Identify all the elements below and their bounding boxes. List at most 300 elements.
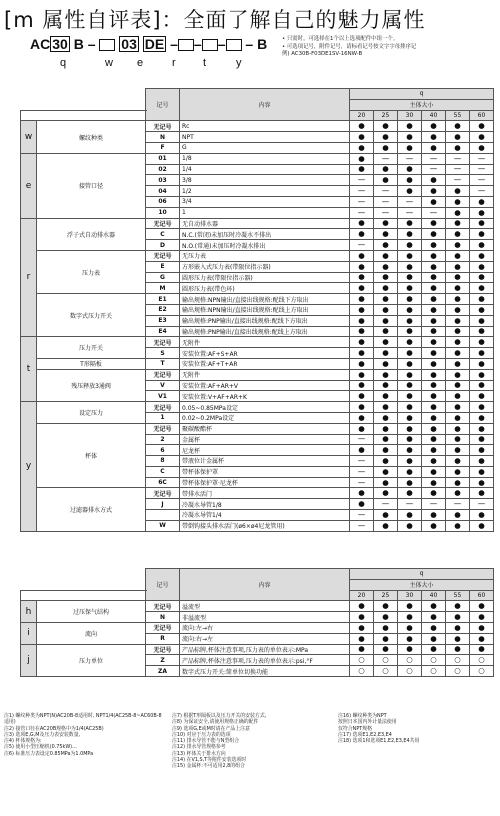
availability-mark: ● — [422, 304, 446, 315]
availability-mark: — — [470, 175, 494, 186]
availability-mark: ● — [446, 121, 470, 132]
availability-mark: ● — [470, 601, 494, 612]
availability-mark: ● — [422, 510, 446, 521]
availability-mark: ● — [398, 510, 422, 521]
option-content: 0.02~0.2MPa设定 — [180, 412, 350, 423]
availability-mark: ● — [374, 520, 398, 531]
availability-mark: ● — [422, 445, 446, 456]
availability-mark: ● — [446, 477, 470, 488]
availability-mark: ● — [398, 391, 422, 402]
availability-mark: ● — [350, 121, 374, 132]
option-code: 无记号 — [146, 402, 180, 413]
availability-mark: ● — [422, 250, 446, 261]
option-content: 溢流型 — [180, 601, 350, 612]
code-blank — [226, 39, 242, 51]
availability-mark: ● — [446, 445, 470, 456]
availability-mark: ● — [350, 380, 374, 391]
availability-mark: ● — [422, 175, 446, 186]
option-code: Z — [146, 655, 180, 666]
availability-mark: — — [398, 207, 422, 218]
top-note: 例) AC30B-F03DE1SV-16NW-B — [282, 51, 363, 57]
availability-mark: ● — [374, 466, 398, 477]
option-content: 安装位置:V+AF+AR+K — [180, 391, 350, 402]
header-size: 主体大小 — [350, 99, 494, 110]
top-notes — [282, 36, 496, 59]
option-content: 产品标牌,杯体注意事项,压力表的单位表示:psi,°F — [180, 655, 350, 666]
availability-mark: ● — [422, 142, 446, 153]
availability-mark: ● — [374, 434, 398, 445]
section-label: 浮子式自动排水器 — [37, 218, 146, 250]
footnote-column — [4, 713, 164, 757]
availability-mark: ● — [398, 337, 422, 348]
option-code: T — [146, 358, 180, 369]
availability-mark: ● — [422, 380, 446, 391]
availability-mark: ● — [398, 488, 422, 499]
availability-mark: ● — [446, 380, 470, 391]
availability-mark: ● — [470, 358, 494, 369]
availability-mark: ● — [350, 164, 374, 175]
table-row — [21, 121, 494, 132]
option-content: 输出规格:PNP输出/直接出线规格:配线下方取出 — [180, 315, 350, 326]
availability-mark: ● — [446, 315, 470, 326]
footnote: 注10) 对应于压力表的选项 — [172, 731, 231, 738]
availability-mark: ● — [350, 391, 374, 402]
option-content: 圆形压力表(带色环) — [180, 283, 350, 294]
availability-mark: ● — [422, 644, 446, 655]
availability-mark: ● — [470, 304, 494, 315]
availability-mark: ○ — [350, 666, 374, 677]
code-dash: – — [193, 36, 202, 52]
table-row — [21, 294, 494, 305]
option-content: 输出规格:PNP输出/直接出线规格:配线上方取出 — [180, 326, 350, 337]
availability-mark: ● — [470, 488, 494, 499]
option-code: 06 — [146, 196, 180, 207]
availability-mark: ● — [446, 622, 470, 633]
availability-mark: ● — [470, 423, 494, 434]
availability-mark: ● — [398, 175, 422, 186]
availability-mark: ● — [446, 272, 470, 283]
footnote: 注14) 在V1,S,T等附件安装选项时 — [172, 757, 247, 764]
option-code: 03 — [146, 175, 180, 186]
availability-mark: ● — [398, 520, 422, 531]
option-code: 无记号 — [146, 369, 180, 380]
section-label: 残压释放3通阀 — [37, 369, 146, 401]
availability-mark: — — [350, 477, 374, 488]
size-header: 55 — [446, 110, 470, 121]
availability-mark: — — [470, 186, 494, 197]
availability-mark: ● — [350, 218, 374, 229]
option-code: 6 — [146, 445, 180, 456]
option-code: N — [146, 132, 180, 143]
availability-mark: — — [422, 153, 446, 164]
availability-mark: ● — [374, 369, 398, 380]
table-row — [21, 601, 494, 612]
footnote: 注8) 为保证安全,请使用规格正确的配件 — [172, 719, 259, 726]
size-header: 55 — [446, 590, 470, 601]
availability-mark: ● — [422, 633, 446, 644]
code-dash: – — [217, 36, 226, 52]
availability-mark: ● — [422, 466, 446, 477]
availability-mark: ● — [446, 142, 470, 153]
code-dash: – — [170, 36, 178, 52]
footnote: 注7) 根据T形隔板以及压力开关的安装方式, — [172, 713, 267, 719]
option-code: V — [146, 380, 180, 391]
availability-mark: ● — [470, 380, 494, 391]
availability-mark: ● — [350, 261, 374, 272]
option-content: 产品标牌,杯体注意事项,压力表的单位表示:MPa — [180, 644, 350, 655]
availability-mark: ● — [470, 315, 494, 326]
availability-mark: ○ — [470, 666, 494, 677]
option-code: 无记号 — [146, 488, 180, 499]
availability-mark: ● — [422, 272, 446, 283]
header-row — [21, 569, 494, 580]
option-content: 1/2 — [180, 186, 350, 197]
option-code: R — [146, 633, 180, 644]
size-header: 40 — [422, 590, 446, 601]
availability-mark: ● — [374, 175, 398, 186]
availability-mark: ● — [446, 466, 470, 477]
availability-mark: ○ — [422, 666, 446, 677]
availability-mark: ● — [422, 261, 446, 272]
availability-mark: — — [398, 153, 422, 164]
footnote-column — [338, 713, 498, 744]
availability-mark: — — [446, 499, 470, 510]
availability-mark: ● — [470, 261, 494, 272]
availability-mark: ● — [470, 369, 494, 380]
footnote: 注11) 排水导管不能与N型组合 — [172, 738, 240, 745]
option-code: 无记号 — [146, 121, 180, 132]
code-letter: y — [236, 57, 242, 69]
group-letter: e — [21, 153, 37, 218]
availability-mark: ● — [470, 633, 494, 644]
option-code: E1 — [146, 294, 180, 305]
availability-mark: ● — [374, 315, 398, 326]
option-content: NPT — [180, 132, 350, 143]
availability-mark: — — [374, 196, 398, 207]
availability-mark: ● — [470, 121, 494, 132]
availability-mark: ● — [398, 283, 422, 294]
availability-mark: ○ — [470, 655, 494, 666]
availability-mark: ● — [374, 272, 398, 283]
availability-mark: ● — [350, 315, 374, 326]
table-row — [21, 644, 494, 655]
option-code: 无记号 — [146, 601, 180, 612]
option-content: 金属杯 — [180, 434, 350, 445]
option-code: J — [146, 499, 180, 510]
availability-mark: ● — [470, 218, 494, 229]
availability-mark: ● — [374, 456, 398, 467]
availability-mark: ● — [470, 337, 494, 348]
availability-mark: ● — [470, 207, 494, 218]
option-code: F — [146, 142, 180, 153]
availability-mark: ● — [470, 445, 494, 456]
availability-mark: — — [374, 153, 398, 164]
group-letter: t — [21, 337, 37, 402]
availability-mark: ● — [446, 283, 470, 294]
group-letter: r — [21, 218, 37, 337]
availability-mark: ● — [398, 456, 422, 467]
footnote: 注15) 金属杯:不可适用2,8的组合 — [172, 763, 245, 770]
option-content: 非溢流型 — [180, 612, 350, 623]
availability-mark: ● — [398, 304, 422, 315]
option-content: N.C.(常闭)未加压时冷凝水不排出 — [180, 229, 350, 240]
page-title: [m 属性自评表]：全面了解自己的魅力属性 — [4, 8, 426, 32]
footnote: 注9) 选项G,E或M时请在产品上注意 — [172, 725, 250, 732]
option-code: 无记号 — [146, 250, 180, 261]
availability-mark: ● — [374, 121, 398, 132]
availability-mark: ○ — [374, 666, 398, 677]
option-content: Rc — [180, 121, 350, 132]
header-code: 记号 — [146, 89, 180, 121]
availability-mark: ● — [398, 601, 422, 612]
availability-mark: — — [350, 196, 374, 207]
availability-mark: ● — [374, 240, 398, 251]
availability-mark: ● — [398, 633, 422, 644]
availability-mark: — — [350, 207, 374, 218]
option-content: 带杯体保护罩·尼龙杯 — [180, 477, 350, 488]
option-code: 无记号 — [146, 622, 180, 633]
availability-mark: ● — [446, 369, 470, 380]
availability-mark: ● — [350, 601, 374, 612]
top-note: • 只需时，可选择在1个以上选项配件中组一个。 — [282, 36, 399, 42]
availability-mark: ● — [398, 380, 422, 391]
availability-mark: ● — [350, 423, 374, 434]
availability-mark: ● — [446, 348, 470, 359]
availability-mark: ● — [374, 445, 398, 456]
footnote: 注5) 使用小型压缩机(0.75kW)... — [4, 744, 77, 751]
availability-mark: ● — [470, 434, 494, 445]
availability-mark: ● — [374, 633, 398, 644]
table-row — [21, 622, 494, 633]
availability-mark: ● — [350, 369, 374, 380]
availability-mark: ● — [374, 510, 398, 521]
footnote: 注2) 接管口径在AC20B规格中为1/4(AC25B) — [4, 725, 104, 732]
section-label: 压力开关 — [37, 337, 146, 359]
availability-mark: ● — [350, 304, 374, 315]
availability-mark: ● — [470, 402, 494, 413]
option-code: G — [146, 272, 180, 283]
availability-mark: ● — [446, 337, 470, 348]
availability-mark: — — [350, 186, 374, 197]
availability-mark: ● — [350, 250, 374, 261]
footnote: 注16) 螺纹种类为NPT — [338, 713, 387, 719]
option-content: G — [180, 142, 350, 153]
availability-mark: ● — [470, 477, 494, 488]
section-label: 流向 — [37, 622, 146, 644]
table-row — [21, 218, 494, 229]
availability-mark: ● — [422, 412, 446, 423]
availability-mark: ● — [422, 423, 446, 434]
availability-mark: ● — [446, 240, 470, 251]
availability-mark: ● — [398, 348, 422, 359]
code-letter: t — [203, 57, 207, 69]
availability-mark: ● — [470, 510, 494, 521]
availability-mark: ● — [446, 644, 470, 655]
code-option-box: DE — [144, 36, 165, 52]
size-header: 30 — [398, 590, 422, 601]
section-label: 过压保气结构 — [37, 601, 146, 623]
option-content: 数字式压力开关:简单位切换功能 — [180, 666, 350, 677]
footnote: 注1) 螺纹种类为NPT(N)AC20B-8适用时, NPT1/4(AC25B-8~AC60B-8适用) — [4, 713, 162, 726]
header-content: 内容 — [180, 89, 350, 121]
group-letter: w — [21, 121, 37, 153]
availability-mark: ● — [398, 250, 422, 261]
availability-mark: ● — [398, 358, 422, 369]
option-content: 流向:右→左 — [180, 633, 350, 644]
availability-mark: — — [350, 520, 374, 531]
availability-mark: ● — [374, 348, 398, 359]
availability-mark: ● — [374, 477, 398, 488]
availability-mark: ● — [350, 153, 374, 164]
availability-mark: ● — [446, 391, 470, 402]
option-content: 流向:左→右 — [180, 622, 350, 633]
availability-mark: ● — [422, 434, 446, 445]
availability-mark: ● — [350, 488, 374, 499]
option-code: E — [146, 261, 180, 272]
section-label: T形隔板 — [37, 358, 146, 369]
availability-mark: ● — [398, 261, 422, 272]
option-code: V1 — [146, 391, 180, 402]
availability-mark: ● — [470, 520, 494, 531]
table-row — [21, 337, 494, 348]
footnote-column — [172, 713, 332, 770]
availability-mark: ● — [350, 402, 374, 413]
availability-mark: ○ — [446, 666, 470, 677]
section-label: 杯体 — [37, 423, 146, 488]
availability-mark: ● — [374, 304, 398, 315]
group-letter: j — [21, 644, 37, 676]
option-content: 1/4 — [180, 164, 350, 175]
availability-mark: ● — [374, 294, 398, 305]
footnote: 按照日本国内外计量法使用 — [338, 719, 397, 726]
availability-mark: ● — [446, 218, 470, 229]
availability-mark: ○ — [398, 666, 422, 677]
availability-mark: ● — [470, 644, 494, 655]
availability-mark: ● — [446, 358, 470, 369]
option-code: 6C — [146, 477, 180, 488]
footnote: 注17) 选项E1,E2,E3,E4 — [338, 731, 392, 738]
availability-mark: ● — [422, 391, 446, 402]
code-letter: r — [172, 57, 176, 69]
availability-mark: — — [446, 175, 470, 186]
option-content: 3/4 — [180, 196, 350, 207]
availability-mark: ● — [470, 391, 494, 402]
option-code: 无记号 — [146, 644, 180, 655]
availability-mark: ● — [374, 423, 398, 434]
availability-mark: ● — [422, 229, 446, 240]
availability-mark: ● — [422, 456, 446, 467]
availability-mark: ● — [422, 601, 446, 612]
availability-mark: ● — [398, 612, 422, 623]
availability-mark: ● — [374, 358, 398, 369]
section-label: 压力单位 — [37, 644, 146, 676]
code-blank — [99, 39, 115, 51]
availability-mark: ● — [350, 142, 374, 153]
availability-mark: ● — [422, 283, 446, 294]
availability-mark: ● — [398, 402, 422, 413]
availability-mark: ● — [374, 601, 398, 612]
availability-mark: ● — [350, 283, 374, 294]
code-letter: q — [60, 57, 67, 69]
availability-mark: ● — [446, 601, 470, 612]
availability-mark: ● — [422, 240, 446, 251]
option-code: S — [146, 348, 180, 359]
option-content: 输出规格:NPN输出/直接出线规格:配线上方取出 — [180, 304, 350, 315]
table-row — [21, 402, 494, 413]
options-table-2 — [20, 568, 494, 677]
header-blank — [21, 590, 146, 601]
availability-mark: — — [350, 240, 374, 251]
size-header: 60 — [470, 110, 494, 121]
availability-mark: ● — [398, 218, 422, 229]
option-code: 无记号 — [146, 218, 180, 229]
availability-mark: ● — [350, 499, 374, 510]
availability-mark: ● — [422, 294, 446, 305]
availability-mark: ● — [446, 304, 470, 315]
option-content: 无自动排水器 — [180, 218, 350, 229]
availability-mark: ○ — [446, 655, 470, 666]
option-content: 圆形压力表(带限位指示器) — [180, 272, 350, 283]
availability-mark: ● — [398, 466, 422, 477]
availability-mark: ● — [446, 326, 470, 337]
availability-mark: ● — [398, 132, 422, 143]
group-letter: h — [21, 601, 37, 623]
availability-mark: ● — [422, 337, 446, 348]
availability-mark: ● — [350, 337, 374, 348]
code-blank — [202, 39, 218, 51]
availability-mark: ● — [422, 186, 446, 197]
availability-mark: ● — [446, 132, 470, 143]
option-code: E3 — [146, 315, 180, 326]
availability-mark: ● — [350, 445, 374, 456]
option-content: 无附件 — [180, 337, 350, 348]
availability-mark: ● — [470, 250, 494, 261]
availability-mark: ● — [398, 369, 422, 380]
table-row — [21, 369, 494, 380]
availability-mark: ● — [446, 294, 470, 305]
size-header: 30 — [398, 110, 422, 121]
option-content: 无压力表 — [180, 250, 350, 261]
option-content: N.O.(常通)未加压时冷凝水排出 — [180, 240, 350, 251]
availability-mark: ● — [422, 612, 446, 623]
availability-mark: ● — [398, 412, 422, 423]
availability-mark: ● — [350, 229, 374, 240]
availability-mark: ● — [374, 261, 398, 272]
availability-mark: ● — [446, 612, 470, 623]
size-header: 25 — [374, 110, 398, 121]
code-suffix: B — [257, 36, 268, 52]
option-content: 1/8 — [180, 153, 350, 164]
option-code — [146, 510, 180, 521]
availability-mark: — — [446, 153, 470, 164]
availability-mark: — — [350, 434, 374, 445]
availability-mark: ● — [398, 622, 422, 633]
option-content: 输出规格:NPN输出/直接出线规格:配线下方取出 — [180, 294, 350, 305]
availability-mark: ● — [374, 402, 398, 413]
availability-mark: — — [470, 499, 494, 510]
availability-mark: ● — [446, 402, 470, 413]
availability-mark: ● — [398, 434, 422, 445]
availability-mark: ○ — [422, 655, 446, 666]
availability-mark: ● — [398, 294, 422, 305]
availability-mark: ● — [350, 272, 374, 283]
option-code: 8 — [146, 456, 180, 467]
options-table-1 — [20, 88, 494, 532]
availability-mark: ● — [470, 272, 494, 283]
availability-mark: ● — [446, 186, 470, 197]
option-code: E4 — [146, 326, 180, 337]
option-content: 冷凝水导管1/4 — [180, 510, 350, 521]
